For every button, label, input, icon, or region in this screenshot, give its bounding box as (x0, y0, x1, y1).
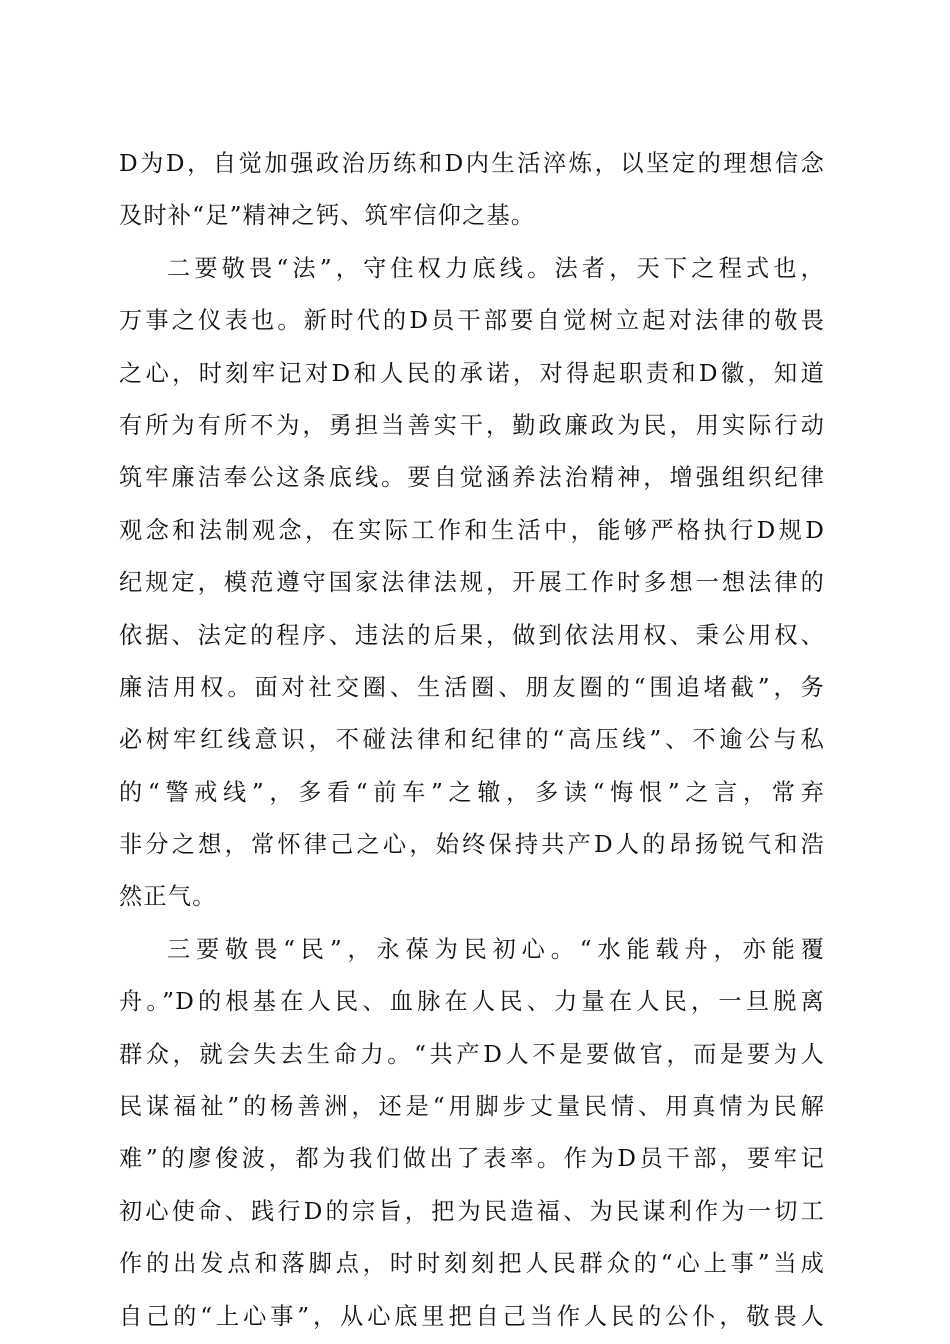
paragraph-people (119, 924, 825, 1343)
text-line: 纪规定，模范遵守国家法律法规，开展工作时多想一想法律的 (119, 569, 825, 597)
text-line: 自己的“上心事”，从心底里把自己当作人民的公仆，敬畏人 (119, 1302, 825, 1330)
text-line: 观念和法制观念，在实际工作和生活中，能够严格执行D规D (119, 516, 825, 544)
text-line: 非分之想，常怀律己之心，始终保持共产D人的昂扬锐气和浩 (119, 831, 825, 859)
text-line: 三要敬畏“民”，永葆为民初心。“水能载舟，亦能覆 (167, 935, 825, 963)
text-line: 难”的廖俊波，都为我们做出了表率。作为D员干部，要牢记 (119, 1145, 825, 1173)
paragraph-law (119, 243, 825, 924)
text-line: 及时补“足”精神之钙、筑牢信仰之基。 (119, 202, 536, 230)
text-line: 群众，就会失去生命力。“共产D人不是要做官，而是要为人 (119, 1040, 825, 1068)
text-line: 的“警戒线”，多看“前车”之辙，多读“悔恨”之言，常弃 (119, 778, 825, 806)
paragraph-continuation (119, 138, 825, 243)
text-line: 廉洁用权。面对社交圈、生活圈、朋友圈的“围追堵截”，务 (119, 673, 825, 701)
text-line: 有所为有所不为，勇担当善实干，勤政廉政为民，用实际行动 (119, 411, 825, 439)
document-body (119, 138, 825, 1343)
text-line: 民谋福祉”的杨善洲，还是“用脚步丈量民情、用真情为民解 (119, 1093, 825, 1121)
text-line: 依据、法定的程序、违法的后果，做到依法用权、秉公用权、 (119, 621, 825, 649)
text-line: 作的出发点和落脚点，时时刻刻把人民群众的“心上事”当成 (119, 1250, 825, 1278)
text-line: 万事之仪表也。新时代的D员干部要自觉树立起对法律的敬畏 (119, 307, 825, 335)
text-line: 二要敬畏“法”，守住权力底线。法者，天下之程式也， (167, 254, 825, 282)
text-line: 之心，时刻牢记对D和人民的承诺，对得起职责和D徽，知道 (119, 359, 825, 387)
text-line: D为D，自觉加强政治历练和D内生活淬炼，以坚定的理想信念 (119, 150, 825, 177)
text-line: 必树牢红线意识，不碰法律和纪律的“高压线”、不逾公与私 (119, 726, 825, 754)
text-line: 筑牢廉洁奉公这条底线。要自觉涵养法治精神，增强组织纪律 (119, 464, 825, 492)
text-line: 然正气。 (119, 883, 217, 911)
text-line: 初心使命、践行D的宗旨，把为民造福、为民谋利作为一切工 (119, 1197, 825, 1225)
text-line: 舟。”D的根基在人民、血脉在人民、力量在人民，一旦脱离 (119, 988, 825, 1016)
